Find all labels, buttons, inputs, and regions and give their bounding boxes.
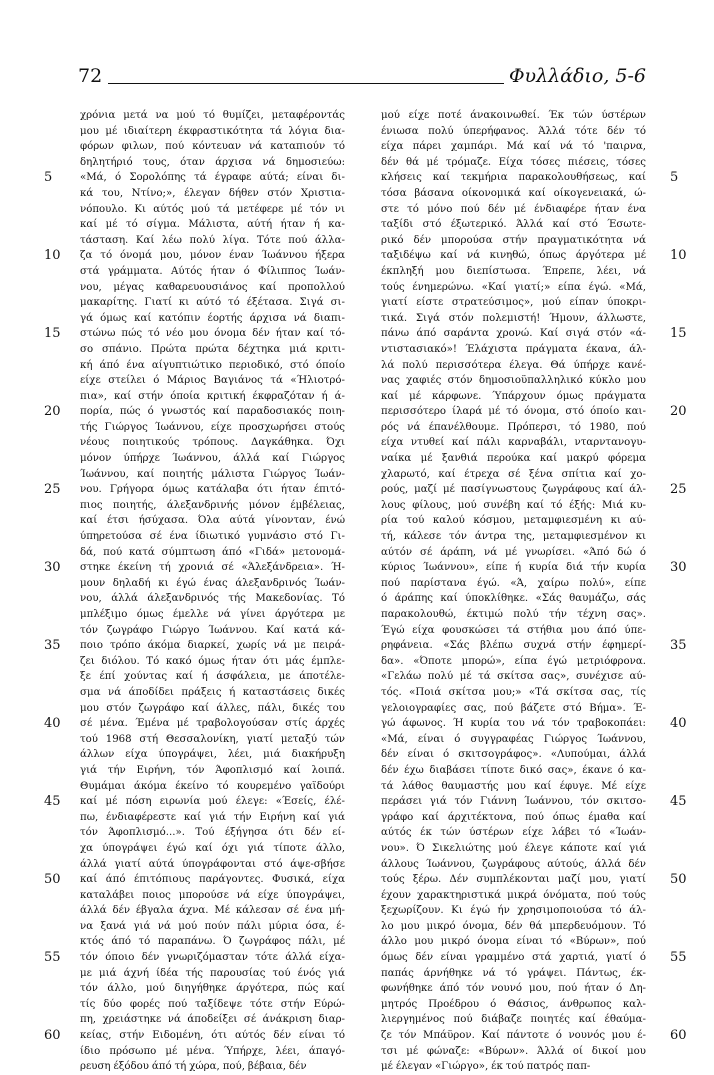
- text-line: νόπουλο. Κι αύτός μού τά μετέφερε μέ τόν νι: [80, 203, 345, 215]
- text-line: καταλάβει ποιος μπορούσε νά είχε ύπογράψει,: [80, 889, 345, 901]
- text-line: τίς δύο φορές πού ταξίδεψε τότε στήν Εύρώ-: [80, 998, 345, 1010]
- text-line: ίδιο πρόσωπο μέ μένα. Ύπήρχε, λέει, άπαγό-: [80, 1045, 345, 1057]
- text-line: ταξίδι στό έξωτερικό. Άλλά καί στό Έσωτε-: [381, 219, 646, 231]
- line-number: 55: [670, 950, 687, 966]
- text-line: πορία, πώς ό γνωστός καί παραδοσιακός ποιη-: [80, 406, 345, 418]
- text-line: νου, άλλά άλεξανδρινός τής Μακεδονίας. Τό: [80, 593, 345, 605]
- text-line: νου». Ό Σικελιώτης μού έλεγε κάποτε καί γιά: [381, 842, 646, 854]
- text-line: άλλά δέν έβγαλα άχνα. Μέ κάλεσαν σέ ένα μή-: [80, 905, 345, 917]
- text-line: γά όμως καί κατόπιν έορτής άρχισα νά διαπι-: [80, 312, 345, 324]
- text-line: κείας, στήν Ειδομένη, ότι αύτός δέν είναι τό: [80, 1030, 345, 1042]
- line-number: 50: [670, 872, 687, 888]
- text-line: ξεχωρίζουν. Κι έγώ ήν χρησιμοποιούσα τό άλ-: [381, 905, 646, 917]
- text-line: μέ έλεγαν «Γιώργο», έκ τού πατρός παπ-: [381, 1061, 591, 1073]
- text-line: στώνω πώς τό νέο μου όνομα δέν ήταν καί τό-: [80, 328, 345, 340]
- text-line: μου μέ ιδιαίτερη έκφραστικότητα τά λόγια δια-: [80, 125, 345, 137]
- text-line: τόν όποιο δέν γνωριζόμασταν τότε άλλά είχα-: [80, 952, 345, 964]
- text-line: νέους ποιητικούς τρόπους. Δαγκάθηκα. Όχι: [80, 437, 345, 449]
- text-line: στηκε έκείνη τή χρονιά σέ «Άλεξάνδρεια». Ή-: [80, 562, 345, 574]
- text-line: τός. «Ποιά σκίτσα μου;» «Τά σκίτσα σας, τίς: [381, 686, 646, 698]
- text-column-right: [381, 108, 646, 1075]
- text-line: τούς ξέρω. Δέν συμπλέκονται μαζί μου, γιατί: [381, 874, 646, 886]
- text-column-left: [80, 108, 345, 1075]
- line-number: 30: [44, 560, 61, 576]
- text-line: ναίκα μέ ξανθιά περούκα καί μακρύ φόρεμα: [381, 453, 646, 465]
- line-number: 50: [44, 872, 61, 888]
- text-line: πη, χρειάστηκε νά άποδείξει σέ άνάκριση διαρ-: [80, 1014, 345, 1026]
- text-line: «Μά, ό Σορολόπης τά έγραφε αύτά; είναι δι-: [80, 172, 345, 184]
- line-number: 5: [670, 170, 679, 186]
- text-line: γράφο καί άρχιτέκτονα, πού όπως έμαθα καί: [381, 811, 646, 823]
- text-line: ξε έπί χούντας καί ή άσφάλεια, με άποτέλε-: [80, 671, 345, 683]
- text-line: δηλητήριό τους, όταν άρχισα νά δημοσιεύω:: [80, 156, 345, 168]
- text-line: τόν ζωγράφο Γιώργο Ίωάννου. Καί κατά κά-: [80, 624, 345, 636]
- line-number: 55: [44, 950, 61, 966]
- text-line: ζει διόλου. Τό κακό όμως ήταν ότι μάς έμπλε-: [80, 655, 345, 667]
- text-line: φόρων φιλων, πού κόντευαν νά καταπιούν τό: [80, 141, 345, 153]
- text-line: όμως δέν είναι γραμμένο στά χαρτιά, γιατί ό: [381, 952, 646, 964]
- line-number: 25: [44, 482, 61, 498]
- line-number: 5: [44, 170, 53, 186]
- text-line: έχουν χαρακτηριστικά μικρά όνόματα, πού τούς: [381, 889, 646, 901]
- text-line: μακαρίτης. Γιατί κι αύτό τό έξέτασα. Σιγά σι-: [80, 297, 345, 309]
- text-line: γιατί είστε στρατεύσιμος», μού είπαν ύποκρι-: [381, 297, 646, 309]
- text-line: λιεργημένος πού διάβαζε ποιητές καί έθαύμα-: [381, 1014, 646, 1026]
- line-number: 30: [670, 560, 687, 576]
- line-number: 60: [670, 1028, 687, 1044]
- line-number: 15: [670, 326, 687, 342]
- text-line: παπάς άρνήθηκε νά τό γράψει. Πάντως, έκ-: [381, 967, 646, 979]
- text-line: μουν δηλαδή κι έγώ ένας άλεξανδρινός Ίωάν-: [80, 577, 345, 589]
- line-number: 60: [44, 1028, 61, 1044]
- text-line: άλλων είχα ύπογράψει, λέει, μιά διακήρυξη: [80, 749, 345, 761]
- text-line: λους φίλους, μού συνέβη καί τό έξής: Μιά κυ-: [381, 499, 646, 511]
- text-line: ρός νά έπανέλθουμε. Πρόπερσι, τό 1980, πού: [381, 421, 646, 433]
- text-line: πω, ένδιαφέρεστε καί γιά τήν Ειρήνη καί γιά: [80, 811, 345, 823]
- text-line: πιος ποιητής, άλεξανδρινής μόνον έμβέλειας,: [80, 499, 345, 511]
- line-number: 45: [670, 794, 687, 810]
- line-number: 45: [44, 794, 61, 810]
- text-line: λά πολύ περισσότερα έλεγα. Θά ύπήρχε κανέ-: [381, 359, 646, 371]
- text-line: αύτόν σέ άράπη, νά μέ γνωρίσει. «Άπό δώ ό: [381, 546, 646, 558]
- text-line: στά γράμματα. Αύτός ήταν ό Φίλιππος Ίωάν-: [80, 265, 345, 277]
- text-line: κύριος Ίωάννου», είπε ή κυρία διά τήν κυρία: [381, 562, 646, 574]
- text-line: πού παρίστανα έγώ. «Ά, χαίρω πολύ», είπε: [381, 577, 646, 589]
- text-line: «Μά, είναι ό συγγραφέας Γιώργος Ίωάννου,: [381, 733, 646, 745]
- text-line: ό άράπης καί ύποκλίθηκε. «Σάς θαυμάζω, σάς: [381, 593, 646, 605]
- text-line: τάσταση. Καί λέω πολύ λίγα. Τότε πού άλλα-: [80, 234, 345, 246]
- text-line: Έγώ είχα φουσκώσει τά στήθια μου άπό ύπε-: [381, 624, 646, 636]
- text-line: τούς ένημερώνω. «Καί γιατί;» είπα έγώ. «Μά,: [381, 281, 646, 293]
- text-line: σο σπάνιο. Πρώτα πρώτα δέχτηκα μιά κριτι-: [80, 343, 345, 355]
- text-line: Ίωάννου, καί ποιητής μάλιστα Γιώργος Ίωάν-: [80, 468, 345, 480]
- text-line: χα ύπογράψει έγώ καί όχι γιά τίποτε άλλο,: [80, 842, 345, 854]
- text-line: δέν έχω διαβάσει τίποτε δικό σας», έκανε ό κα-: [381, 764, 646, 776]
- text-line: μητρός Προέδρου ό Θάσιος, άνθρωπος καλ-: [381, 998, 646, 1010]
- text-line: μπλέξιμο όμως έμελλε νά γίνει άργότερα με: [80, 609, 345, 620]
- text-line: σέ μένα. Έμένα μέ τραβολογούσαν στίς άρχές: [80, 718, 345, 730]
- text-line: ρικό δέν μπορούσα στήν πραγματικότητα νά: [381, 234, 646, 246]
- line-number: 35: [670, 638, 687, 654]
- text-line: αύτός έκ τών ύστέρων είχε λάβει τό «Ίωάν-: [381, 827, 646, 839]
- text-line: είχα πάρει χαμπάρι. Μά καί νά τό 'παιρνα,: [381, 141, 646, 153]
- text-line: ρία τού καλού κόσμου, μεταμφιεσμένη κι αύ-: [381, 515, 646, 527]
- text-line: τόσα βάσανα οίκονομικά καί οίκογενειακά, ώ-: [381, 187, 646, 199]
- line-number: 40: [44, 716, 61, 732]
- text-line: είχα ντυθεί καί πάλι καρναβάλι, νταρντανογυ-: [381, 437, 646, 449]
- text-line: με μιά άχνή ίδέα τής παρουσίας τού ένός γιά: [80, 967, 345, 979]
- text-line: να ξανά γιά νά μού πούν πάλι μύρια όσα, έ-: [80, 920, 345, 932]
- text-line: γελοιογραφίες σας, πού βάζετε στό Βήμα». Έ-: [381, 702, 646, 714]
- line-number: 20: [670, 404, 687, 420]
- running-head: Φυλλάδιο, 5-6: [508, 65, 646, 87]
- text-line: «Γελάω πολύ μέ τά σκίτσα σας», συνέχισε αύ-: [381, 671, 646, 683]
- line-number: 25: [670, 482, 687, 498]
- text-line: ύπηρετούσα σέ ένα ίδιωτικό γυμνάσιο στό Γι-: [80, 531, 345, 543]
- text-line: κλήσεις καί τεκμήρια παρακολουθήσεως, καί: [381, 172, 646, 184]
- text-line: ντιστασιακό»! Έλάχιστα πράγματα έκανα, άλ-: [381, 343, 646, 355]
- line-number: 10: [44, 248, 61, 264]
- text-line: τόν άλλο, μού διηγήθηκε άργότερα, πώς καί: [80, 983, 345, 995]
- text-line: κή άπό ένα αίγυπτιώτικο περιοδικό, στό όποίο: [80, 359, 345, 371]
- text-line: δα». «Όποτε μπορώ», είπα έγώ μετριόφρονα.: [381, 655, 646, 667]
- text-line: ζε τόν Μπάϋρον. Καί πάντοτε ό νουνός μου έ-: [381, 1030, 646, 1042]
- text-line: μού είχε ποτέ άνακοινωθεί. Έκ τών ύστέρων: [381, 110, 646, 121]
- text-line: τά λάθος θαυμαστής μου καί έφυγε. Μέ είχε: [381, 780, 646, 792]
- text-line: σμα νά άποδίδει πράξεις ή καταστάσεις δικές: [80, 686, 345, 698]
- text-line: νου, μέγας καθαρευουσιάνος καί προπολλού: [80, 281, 345, 293]
- text-line: πάνω άπό σαράντα χρονώ. Καί σιγά στόν «ά-: [381, 328, 646, 340]
- page-header: [78, 64, 646, 90]
- text-line: καί μέ κάρφωνε. Ύπάρχουν όμως πράγματα: [381, 390, 646, 402]
- text-line: πια», καί στήν όποία κριτική έκφραζόταν ή ά-: [80, 390, 345, 402]
- text-line: μόνον ύπήρχε Ίωάννου, άλλά καί Γιώργος: [80, 453, 345, 465]
- line-number: 10: [670, 248, 687, 264]
- text-line: είχε στείλει ό Μάριος Βαγιάνος τά «Ήλιοτρό-: [80, 375, 345, 387]
- text-line: τή, κάλεσε τόν άντρα της, μεταμφιεσμένον κι: [381, 531, 646, 543]
- text-line: γιά τήν Ειρήνη, τόν Άφοπλισμό καί λοιπά.: [80, 764, 345, 776]
- text-line: χρόνια μετά να μού τό θυμίζει, μεταφέροντάς: [80, 110, 345, 121]
- text-line: ρούς, μαζί μέ πασίγνωστους ζωγράφους καί άλ-: [381, 484, 646, 496]
- text-line: στε τό μόνο πού δέν μέ ένδιαφέρε ήταν ένα: [381, 203, 646, 215]
- text-line: τού 1968 στή Θεσσαλονίκη, γιατί μεταξύ τών: [80, 733, 345, 745]
- text-line: κτός άπό τό παραπάνω. Ό ζωγράφος πάλι, μέ: [80, 936, 345, 948]
- header-rule: [108, 83, 504, 84]
- line-number: 15: [44, 326, 61, 342]
- text-line: παρακολουθώ, έκτιμώ πολύ τήν τέχνη σας».: [381, 609, 646, 620]
- text-line: ποιο τρόπο άκόμα διαρκεί, χωρίς νά με πειρά-: [80, 640, 345, 652]
- text-line: γώ άφωνος. Ή κυρία του νά τόν τραβοκοπάει:: [381, 718, 646, 730]
- text-line: άλλά γιατί αύτά ύπογράφονται στό άψε-σβήσε: [80, 858, 345, 870]
- text-line: ταξιδέψω καί νά κινηθώ, όπως άργότερα μέ: [381, 250, 646, 262]
- text-line: κά του, Ντίνο;», έλεγαν δήθεν στόν Χριστια-: [80, 187, 345, 199]
- text-line: νου. Γρήγορα όμως κατάλαβα ότι ήταν έπιτό-: [80, 484, 345, 496]
- text-line: τόν Άφοπλισμό...». Τού έξήγησα ότι δέν εί-: [80, 827, 345, 839]
- line-number: 40: [670, 716, 687, 732]
- text-line: λο μου μικρό όνομα, δέν θά μπερδευόμουν. Τό: [381, 920, 646, 932]
- text-line: ρευση έξόδου άπό τή χώρα, πού, βέβαια, δέν: [80, 1061, 307, 1073]
- text-line: Θυμάμαι άκόμα έκείνο τό κουρεμένο γαϊδούρι: [80, 780, 345, 792]
- text-line: καί έτσι ήσύχασα. Όλα αύτά γίνονταν, ένώ: [80, 515, 345, 527]
- text-line: φωνήθηκε άπό τόν νουνό μου, πού ήταν ό Δη-: [381, 983, 646, 995]
- text-line: τικά. Σιγά στόν πολεμιστή! Ήμουν, άλλωστε,: [381, 312, 646, 324]
- text-line: άλλους Ίωάννου, ζωγράφους αύτούς, άλλά δέν: [381, 858, 646, 870]
- page-number: 72: [78, 65, 103, 87]
- text-line: μου στόν ζωγράφο καί άλλες, πάλι, δικές του: [80, 702, 345, 714]
- text-line: καί μέ πόση ειρωνία μού έλεγε: «Έσείς, έλέ-: [80, 796, 345, 808]
- text-line: δέν θά μέ τρόμαζε. Είχα τόσες πιέσεις, τόσες: [381, 156, 646, 168]
- line-number: 20: [44, 404, 61, 420]
- text-line: τής Γιώργος Ίωάννου, είχε προσχωρήσει στούς: [80, 421, 345, 433]
- text-line: δά, πού κατά σύμπτωση άπό «Γιδά» μετονομά-: [80, 546, 345, 558]
- text-line: έκπληξή μου διεπίστωσα. Έπρεπε, λέει, νά: [381, 265, 646, 277]
- text-line: περάσει γιά τόν Γιάννη Ίωάννου, τόν σκιτσο-: [381, 796, 646, 808]
- text-line: νας χαφιές στόν δημοσιοϋπαλληλικό κύκλο μου: [381, 375, 646, 387]
- text-line: ρηφάνεια. «Σάς βλέπω συχνά στήν έφημερί-: [381, 640, 646, 652]
- line-number: 35: [44, 638, 61, 654]
- text-line: ζα τό όνομά μου, μόνον έναν Ίωάννου ήξερα: [80, 250, 345, 262]
- text-line: δέν είναι ό σκιτσογράφος». «Λυπούμαι, άλλά: [381, 749, 646, 761]
- text-line: χλαρωτό, καί έτρεχα σέ ξένα σπίτια καί χο-: [381, 468, 646, 480]
- text-line: καί άπό έπιτόπιους παράγοντες. Φυσικά, είχα: [80, 874, 345, 886]
- text-line: τσι μέ φώναζε: «Βύρων». Άλλά οί δικοί μου: [381, 1045, 646, 1057]
- text-line: ένιωσα πολύ ύπερήφανος. Άλλά τότε δέν τό: [381, 125, 646, 137]
- text-line: περισσότερο ίλαρά μέ τό όνομα, στό όποίο και-: [381, 406, 646, 418]
- text-line: καί μέ τό σίγμα. Μάλιστα, αύτή ήταν ή κα-: [80, 219, 345, 231]
- text-line: άλλο μου μικρό όνομα είναι τό «Βύρων», πού: [381, 936, 646, 948]
